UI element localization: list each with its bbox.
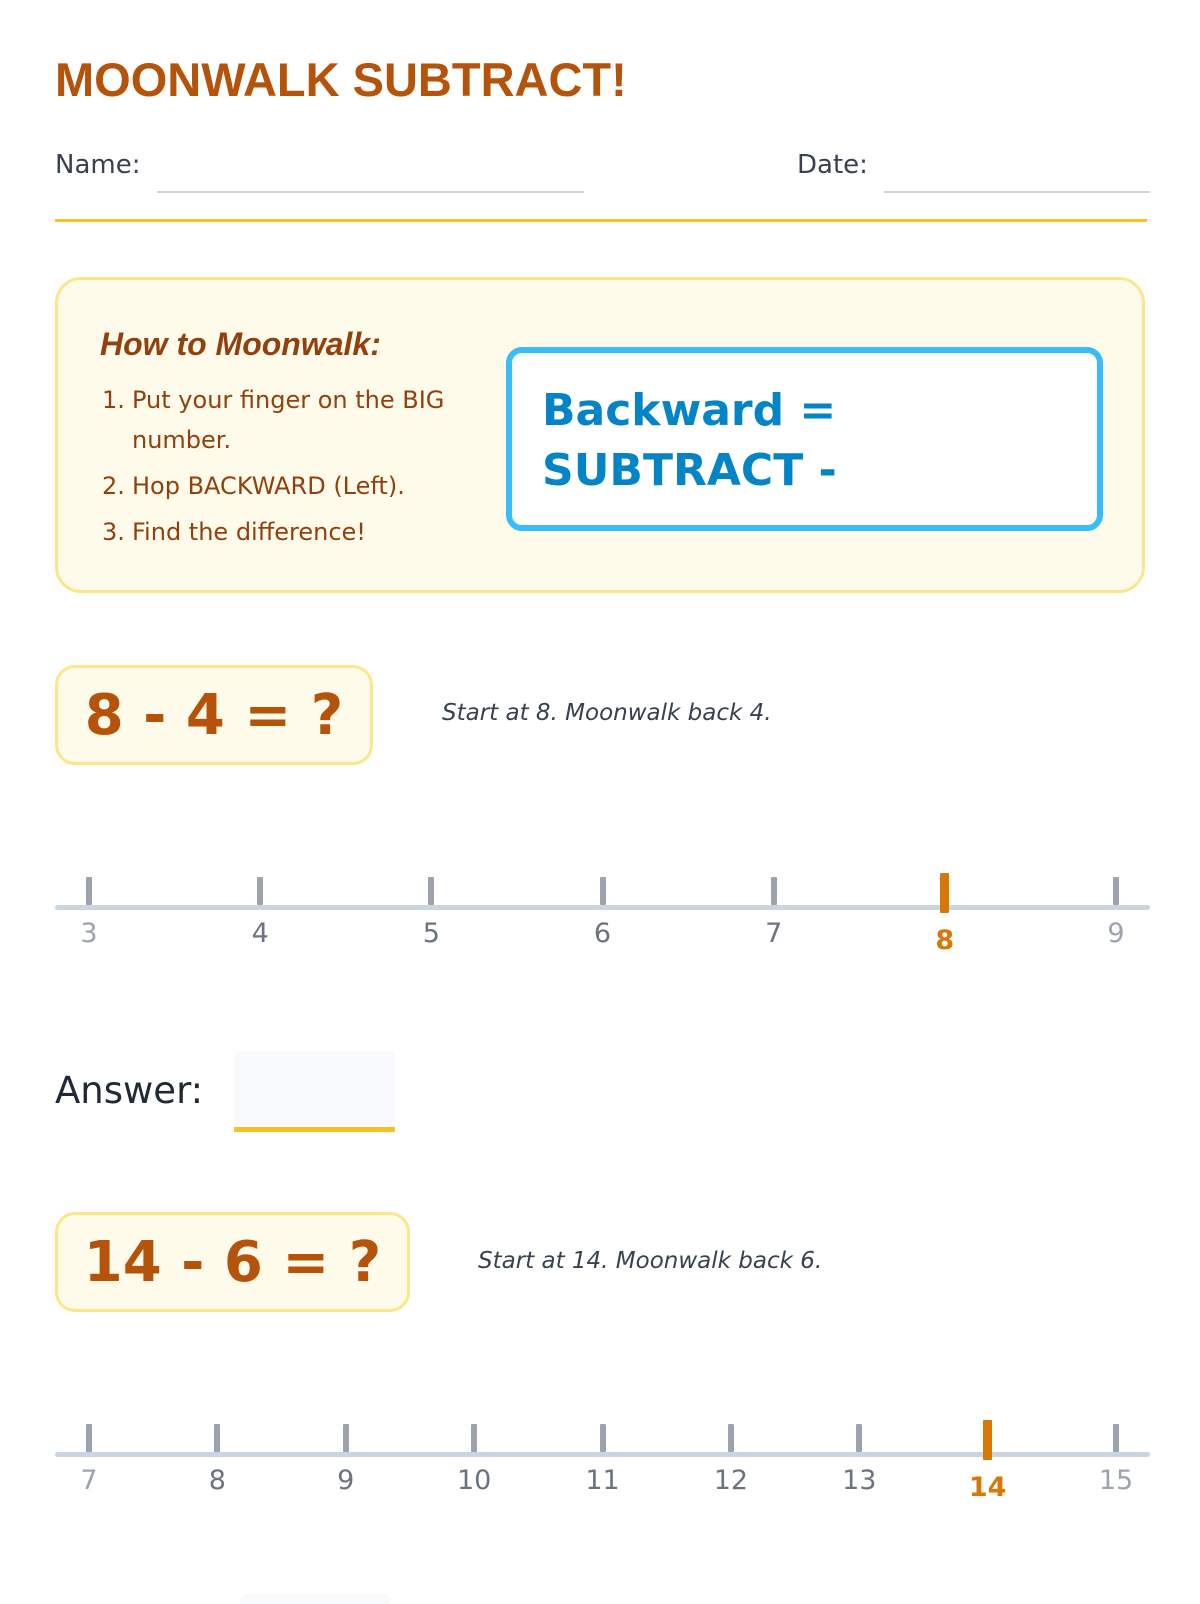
step-text: Find the difference! (132, 518, 366, 546)
tick-label: 12 (713, 1465, 749, 1496)
tick-mark (86, 1424, 92, 1452)
instructions-title: How to Moonwalk: (100, 326, 381, 362)
date-field[interactable] (884, 191, 1150, 193)
tick-mark (428, 877, 434, 905)
answer-input[interactable] (234, 1051, 395, 1132)
tick-label: 9 (1107, 918, 1125, 949)
start-tick-label: 8 (935, 925, 955, 956)
tick-label: 4 (251, 918, 269, 949)
name-field[interactable] (157, 191, 584, 193)
tick-mark (1113, 877, 1119, 905)
tick-mark (471, 1424, 477, 1452)
tick-label: 8 (208, 1465, 226, 1496)
answer-label: Answer: (55, 1069, 204, 1112)
tick-label: 13 (842, 1465, 877, 1496)
problem-2-hint: Start at 14. Moonwalk back 6. (478, 1248, 823, 1274)
tick-mark (1113, 1424, 1119, 1452)
tick-mark (600, 877, 606, 905)
instruction-step (102, 512, 482, 552)
number-line-2 (55, 1407, 1150, 1527)
header-divider (55, 219, 1147, 222)
tick-label: 15 (1098, 1465, 1134, 1496)
tick-mark (257, 877, 263, 905)
start-tick-marker (983, 1420, 992, 1460)
tick-label: 9 (337, 1465, 355, 1496)
tick-mark (771, 877, 777, 905)
tick-label: 5 (422, 918, 440, 949)
instruction-step (102, 380, 482, 460)
rule-callout (506, 347, 1103, 531)
step-number: 3. (102, 518, 125, 546)
tick-label: 7 (765, 918, 783, 949)
tick-mark (600, 1424, 606, 1452)
callout-line-subtract: SUBTRACT - (542, 445, 837, 496)
step-number: 1. (102, 386, 125, 414)
tick-mark (343, 1424, 349, 1452)
tick-mark (728, 1424, 734, 1452)
instruction-step (102, 466, 482, 506)
problem-1-equation: 8 - 4 = ? (55, 665, 373, 765)
tick-mark (856, 1424, 862, 1452)
start-tick-label: 14 (968, 1472, 1007, 1503)
tick-mark (214, 1424, 220, 1452)
start-tick-marker (940, 873, 949, 913)
tick-mark (86, 877, 92, 905)
tick-label: 7 (80, 1465, 98, 1496)
step-text: Put your finger on the BIG number. (132, 386, 445, 454)
tick-label: 3 (80, 918, 98, 949)
answer-input-partial[interactable] (240, 1594, 390, 1604)
instructions-panel (55, 277, 1145, 593)
date-label: Date: (797, 150, 868, 180)
page-title: MOONWALK SUBTRACT! (55, 53, 627, 106)
problem-1-hint: Start at 8. Moonwalk back 4. (442, 700, 772, 726)
number-line-1 (55, 860, 1150, 980)
step-number: 2. (102, 472, 125, 500)
number-line-axis (55, 905, 1150, 910)
tick-label: 11 (585, 1465, 620, 1496)
tick-label: 6 (593, 918, 612, 949)
name-label: Name: (55, 150, 141, 180)
step-text: Hop BACKWARD (Left). (132, 472, 405, 500)
callout-line-backward: Backward = (542, 385, 837, 436)
tick-label: 10 (456, 1465, 492, 1496)
instructions-steps (102, 380, 482, 558)
problem-2-equation: 14 - 6 = ? (55, 1212, 410, 1312)
